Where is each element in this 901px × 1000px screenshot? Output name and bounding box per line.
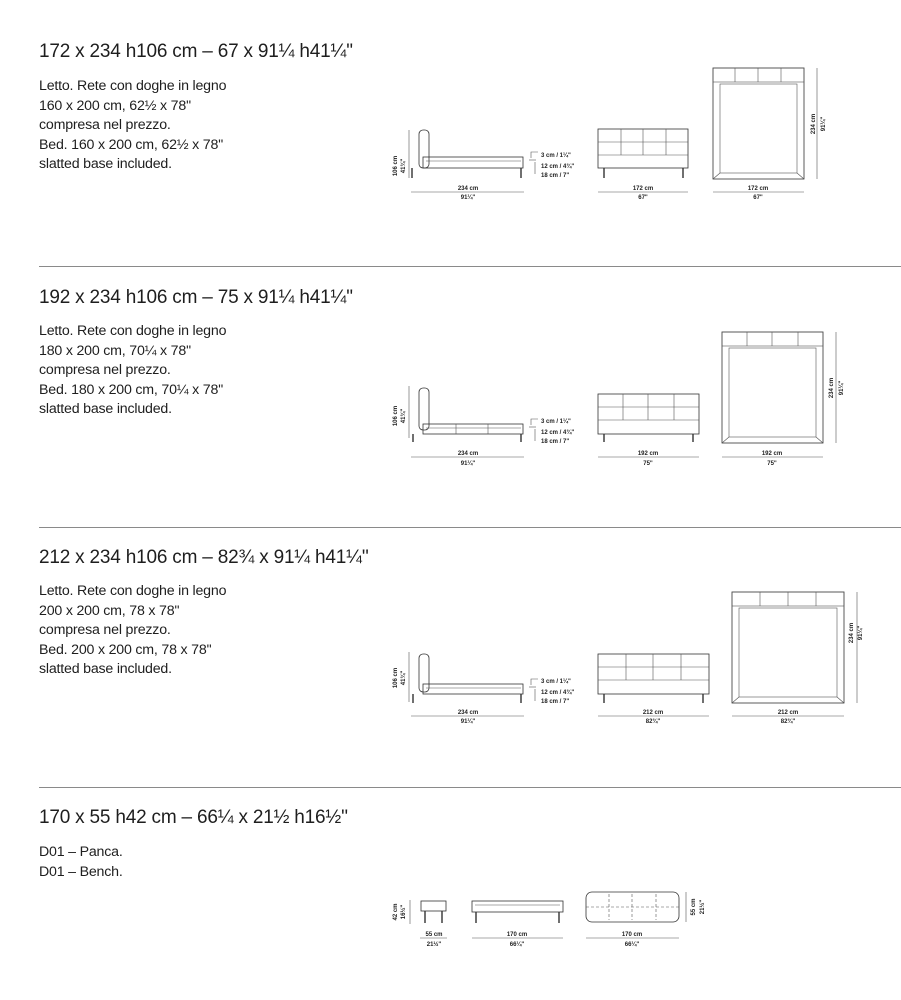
height-cm-label: 106 cm [393, 667, 399, 689]
detail-dim-1: 3 cm / 1¼" [541, 419, 571, 425]
top-in-label: 75" [767, 461, 777, 467]
front-in-label: 82¾" [645, 719, 661, 725]
description-line: D01 – Bench. [39, 863, 123, 880]
top-length-cm-label: 234 cm [849, 622, 855, 644]
height-in-label: 41¾" [401, 408, 407, 424]
section-title: 172 x 234 h106 cm – 67 x 91¼ h41¼'' [39, 41, 353, 62]
height-cm-label: 106 cm [393, 155, 399, 177]
description-line: 200 x 200 cm, 78 x 78'' [39, 602, 180, 619]
side-in-label: 91¼" [460, 195, 476, 201]
description-line: compresa nel prezzo. [39, 622, 171, 639]
description-line: compresa nel prezzo. [39, 117, 171, 134]
top-length-in-label: 91¼" [821, 116, 827, 132]
section-title: 170 x 55 h42 cm – 66¼ x 21½ h16½'' [39, 807, 348, 828]
side-in-label: 91¼" [460, 461, 476, 467]
detail-dim-1: 3 cm / 1¼" [541, 153, 571, 159]
top-depth-in-label: 21½" [700, 899, 706, 915]
detail-dim-2: 12 cm / 4¾" [541, 430, 575, 436]
description-line: 160 x 200 cm, 62½ x 78'' [39, 97, 192, 114]
height-in-label: 16½" [401, 904, 407, 920]
top-depth-cm-label: 55 cm [691, 898, 697, 916]
front-cm-label: 172 cm [632, 186, 654, 192]
height-in-label: 41¾" [401, 158, 407, 174]
front-in-label: 66¼" [509, 942, 525, 948]
top-in-label: 66¼" [624, 942, 640, 948]
top-cm-label: 192 cm [761, 451, 783, 457]
height-in-label: 41¾" [401, 670, 407, 686]
front-view-drawing [472, 901, 563, 948]
top-in-label: 67" [753, 195, 763, 201]
detail-dim-3: 18 cm / 7" [541, 173, 570, 179]
front-in-label: 67" [638, 195, 648, 201]
side-cm-label: 234 cm [457, 710, 479, 716]
description-line: Letto. Rete con doghe in legno [39, 583, 227, 599]
detail-dim-2: 12 cm / 4¾" [541, 690, 575, 696]
side-cm-label: 234 cm [457, 451, 479, 457]
top-view-drawing [586, 892, 706, 948]
top-length-in-label: 91¼" [858, 625, 864, 641]
description-line: slatted base included. [39, 661, 172, 678]
height-cm-label: 42 cm [393, 903, 399, 921]
side-cm-label: 55 cm [425, 932, 443, 938]
description-line: compresa nel prezzo. [39, 362, 171, 379]
section-title: 212 x 234 h106 cm – 82¾ x 91¼ h41¼'' [39, 547, 369, 568]
description-line: Bed. 180 x 200 cm, 70¼ x 78'' [39, 381, 224, 398]
top-length-in-label: 91¼" [839, 380, 845, 396]
front-cm-label: 170 cm [506, 932, 528, 938]
description-line: Letto. Rete con doghe in legno [39, 323, 227, 339]
front-cm-label: 192 cm [637, 451, 659, 457]
height-cm-label: 106 cm [393, 405, 399, 427]
description-line: Bed. 160 x 200 cm, 62½ x 78'' [39, 136, 224, 153]
detail-dim-1: 3 cm / 1¼" [541, 679, 571, 685]
top-length-cm-label: 234 cm [829, 377, 835, 399]
side-cm-label: 234 cm [457, 186, 479, 192]
top-cm-label: 170 cm [621, 932, 643, 938]
top-cm-label: 172 cm [747, 186, 769, 192]
front-cm-label: 212 cm [642, 710, 664, 716]
description-line: D01 – Panca. [39, 844, 123, 860]
description-line: slatted base included. [39, 156, 172, 173]
detail-dim-3: 18 cm / 7" [541, 439, 570, 445]
top-in-label: 82¾" [780, 719, 796, 725]
description-line: Letto. Rete con doghe in legno [39, 78, 227, 94]
description-line: Bed. 200 x 200 cm, 78 x 78'' [39, 641, 212, 658]
section-title: 192 x 234 h106 cm – 75 x 91¼ h41¼'' [39, 287, 353, 308]
description-line: 180 x 200 cm, 70¼ x 78'' [39, 342, 192, 359]
side-in-label: 91¼" [460, 719, 476, 725]
top-length-cm-label: 234 cm [811, 113, 817, 135]
detail-dim-2: 12 cm / 4¾" [541, 164, 575, 170]
detail-dim-3: 18 cm / 7" [541, 699, 570, 705]
front-in-label: 75" [643, 461, 653, 467]
top-cm-label: 212 cm [777, 710, 799, 716]
side-in-label: 21½" [426, 942, 442, 948]
description-line: slatted base included. [39, 401, 172, 418]
side-view-drawing [393, 900, 447, 948]
